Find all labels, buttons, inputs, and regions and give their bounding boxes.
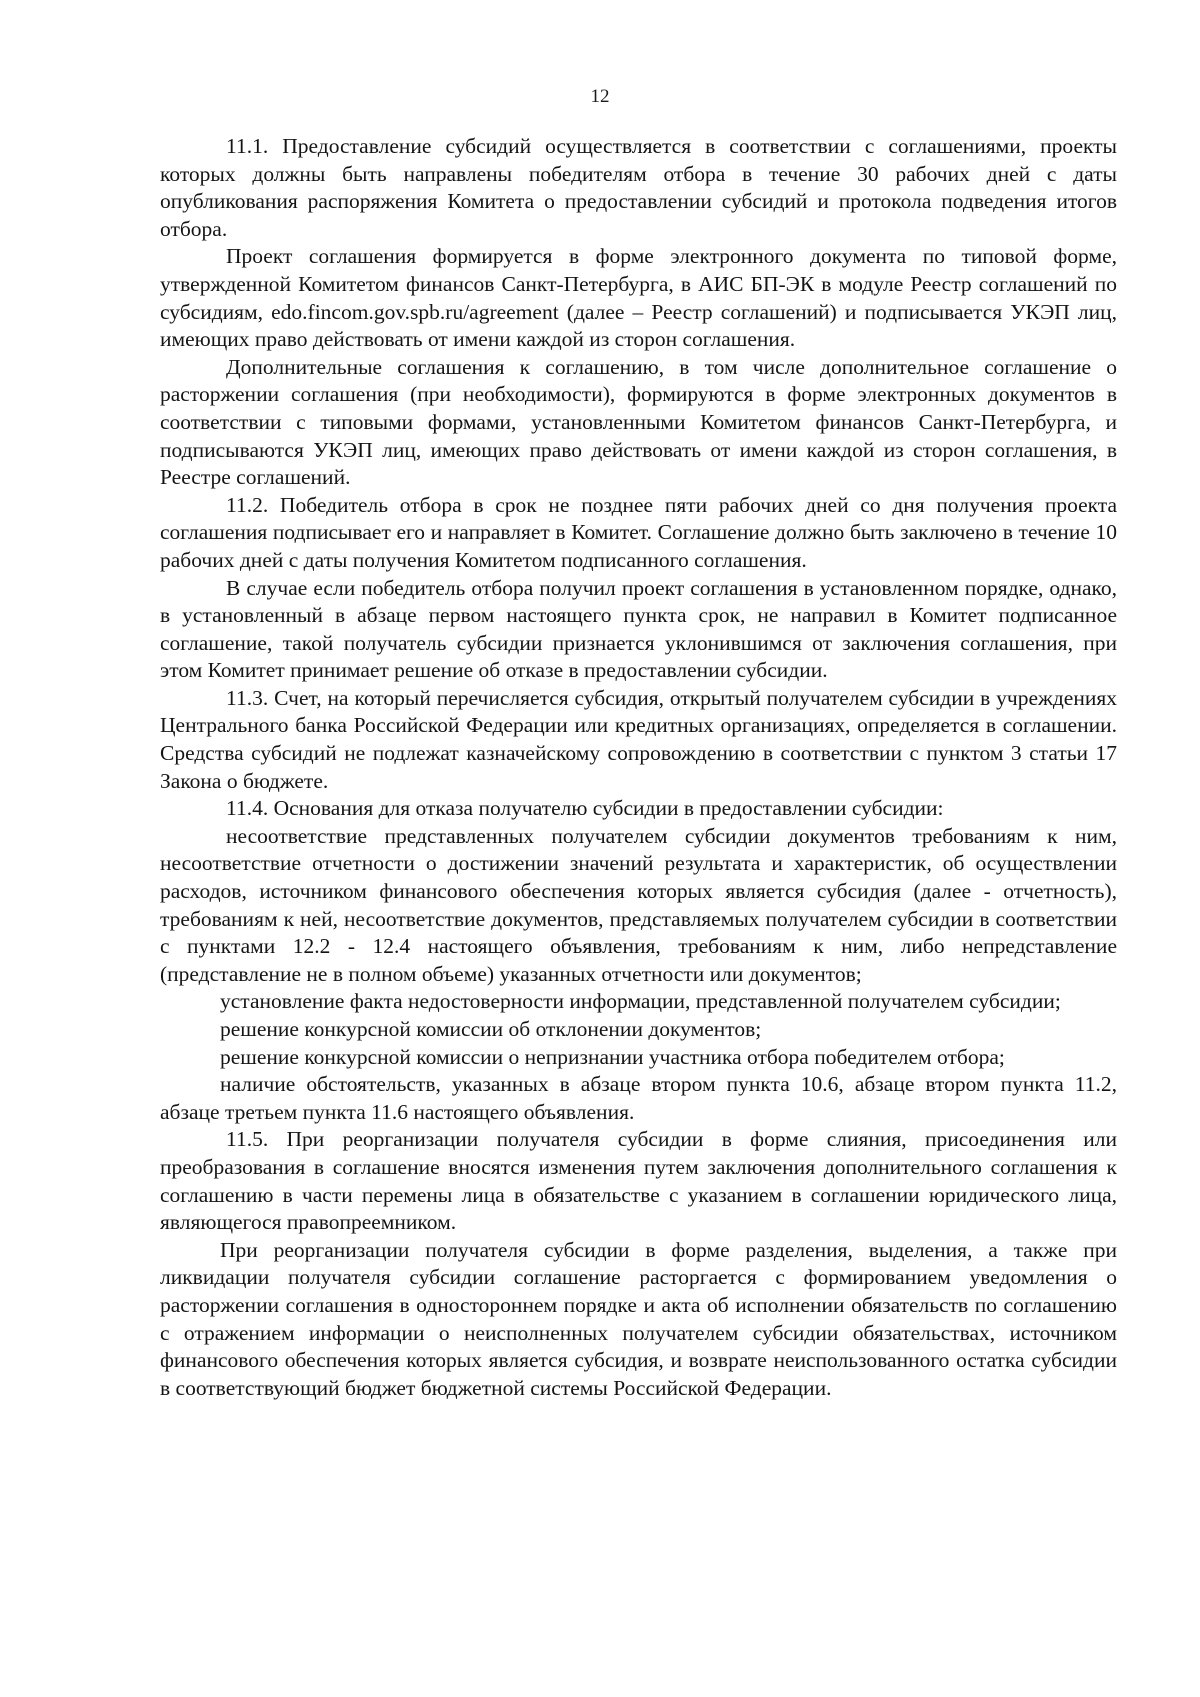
paragraph-reorganization-termination: При реорганизации получателя субсидии в форме разделения, выделения, а также при ликвидации получателя субсидии соглашение расторгается с формированием уведомления о расторжении соглашения в одностороннем порядке и акта об исполнении обязательств по соглашению с отражением информации о неисполненных получателем субсидии обязательствах, источником финансового обеспечения которых является субсидия, и возврате неиспользованного остатка субсидии в соответствующий бюджет бюджетной системы Российской Федерации. — [160, 1237, 1117, 1400]
paragraph-refusal-ground-1: несоответствие представленных получателем субсидии документов требованиям к ним, несоответствие отчетности о достижении значений результата и характеристик, об осуществлении расходов, источником финансового обеспечения которых является субсидия (далее - отчетность), требованиям к ней, несоответствие документов, представляемых получателем субсидии в соответствии с пунктами 12.2 - 12.4 настоящего объявления, требованиям к ним, либо непредставление (представление не в полном объеме) указанных отчетности или документов; — [160, 823, 1117, 986]
paragraph-refusal-ground-5: наличие обстоятельств, указанных в абзаце втором пункта 10.6, абзаце втором пункта 11.2, абзаце третьем пункта 11.6 настоящего объявления. — [160, 1072, 1117, 1124]
paragraph-11-2: 11.2. Победитель отбора в срок не позднее пяти рабочих дней со дня получения проекта соглашения подписывает его и направляет в Комитет. Соглашение должно быть заключено в течение 10 рабочих дней с даты получения Комитетом подписанного соглашения. — [160, 492, 1117, 572]
paragraph-11-5: 11.5. При реорганизации получателя субсидии в форме слияния, присоединения или преобразования в соглашение вносятся изменения путем заключения дополнительного соглашения к соглашению в части перемены лица в обязательстве с указанием в соглашении юридического лица, являющегося правопреемником. — [160, 1127, 1117, 1235]
page-number: 12 — [590, 86, 610, 107]
paragraph-additional-agreements: Дополнительные соглашения к соглашению, в том числе дополнительное соглашение о расторжении соглашения (при необходимости), формируются в форме электронных документов в соответствии с типовыми формами, установленными Комитетом финансов Санкт-Петербурга, и подписываются УКЭП лиц, имеющих право действовать от имени каждой из сторон соглашения, в Реестре соглашений. — [160, 354, 1117, 490]
paragraph-refusal-ground-3: решение конкурсной комиссии об отклонении документов; — [220, 1017, 762, 1041]
paragraph-draft-agreement: Проект соглашения формируется в форме электронного документа по типовой форме, утвержденной Комитетом финансов Санкт-Петербурга, в АИС БП-ЭК в модуле Реестр соглашений по субсидиям, edo.fincom.gov.spb.ru/agreement (далее – Реестр соглашений) и подписывается УКЭП лиц, имеющих право действовать от имени каждой из сторон соглашения. — [160, 244, 1117, 352]
paragraph-11-4: 11.4. Основания для отказа получателю субсидии в предоставлении субсидии: — [226, 796, 944, 821]
paragraph-refusal-ground-4: решение конкурсной комиссии о непризнании участника отбора победителем отбора; — [220, 1044, 1005, 1069]
paragraph-11-3: 11.3. Счет, на который перечисляется субсидия, открытый получателем субсидии в учреждениях Центрального банка Российской Федерации или кредитных организациях, определяется в соглашении. Средства субсидий не подлежат казначейскому сопровождению в соответствии с пунктом 3 статьи 17 Закона о бюджете. — [160, 685, 1117, 793]
paragraph-11-1: 11.1. Предоставление субсидий осуществляется в соответствии с соглашениями, проекты которых должны быть направлены победителям отбора в течение 30 рабочих дней с даты опубликования распоряжения Комитета о предоставлении субсидий и протокола подведения итогов отбора. — [160, 134, 1117, 241]
document-body — [160, 133, 1117, 1402]
paragraph-refusal-ground-2: установление факта недостоверности информации, представленной получателем субсидии; — [220, 989, 1061, 1014]
paragraph-evasion: В случае если победитель отбора получил проект соглашения в установленном порядке, однако, в установленный в абзаце первом настоящего пункта срок, не направил в Комитет подписанное соглашение, такой получатель субсидии признается уклонившимся от заключения соглашения, при этом Комитет принимает решение об отказе в предоставлении субсидии. — [160, 575, 1117, 683]
